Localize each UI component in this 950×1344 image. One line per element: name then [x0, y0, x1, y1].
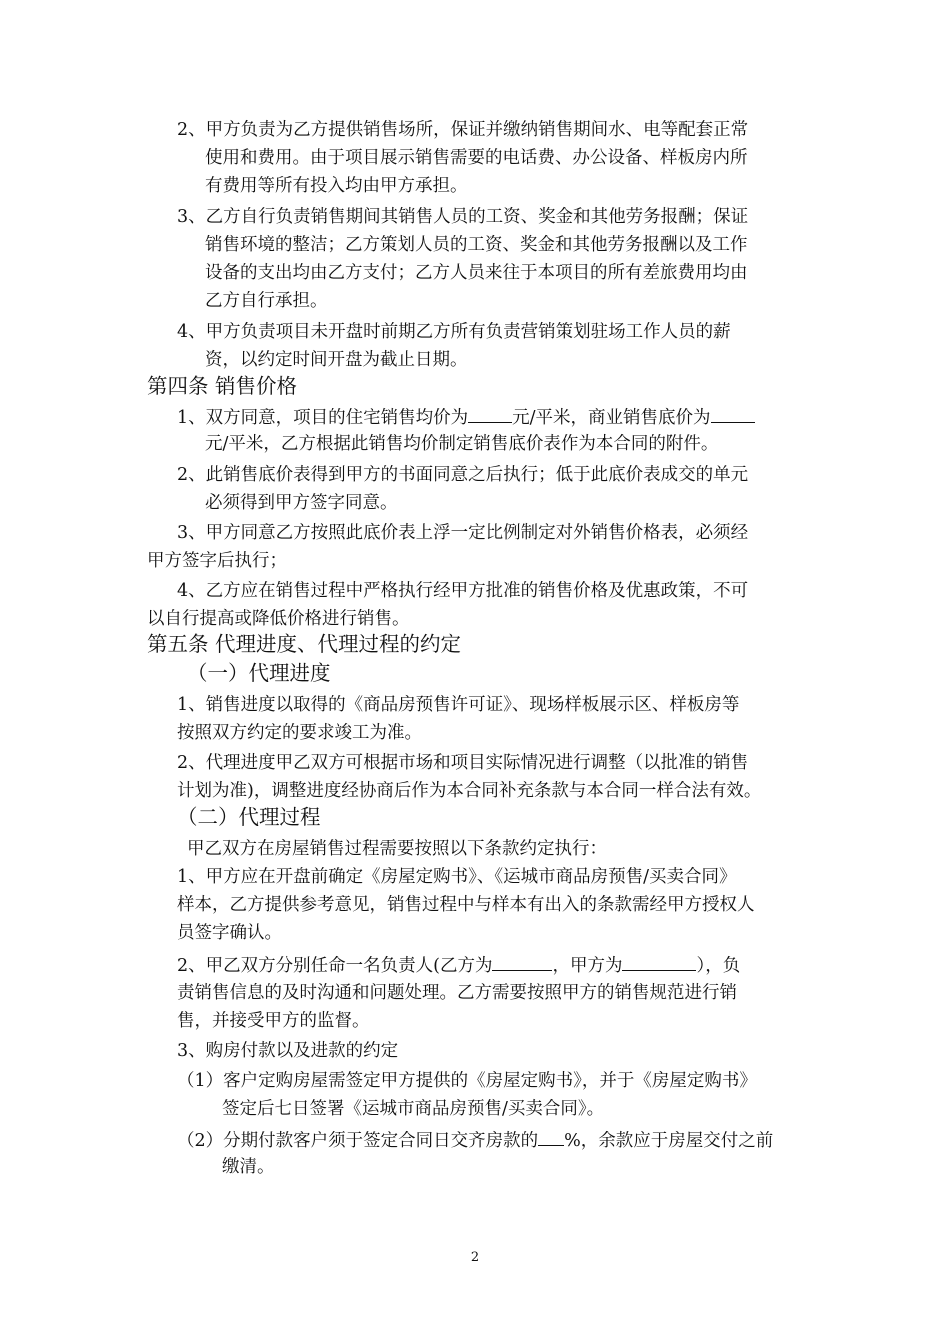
article-4-item-3-line-2: 甲方签字后执行； [147, 551, 287, 571]
article-4-heading: 第四条 销售价格 [147, 374, 298, 398]
payment-2-text-b: %，余款应于房屋交付之前 [564, 1131, 774, 1151]
down-payment-percent-blank [538, 1128, 564, 1146]
article-5-process-2-line-2: 责销售信息的及时沟通和问题处理。乙方需要按照甲方的销售规范进行销 [177, 983, 737, 1003]
clause-3-item-2-line-3: 有费用等所有投入均由甲方承担。 [205, 176, 468, 196]
article-4-item-1-line-1 [177, 405, 755, 429]
avg-price-blank [468, 405, 512, 423]
article-5-process-2-line-1 [177, 953, 740, 977]
clause-3-item-3-line-1: 3、乙方自行负责销售期间其销售人员的工资、奖金和其他劳务报酬；保证 [177, 207, 749, 227]
clause-3-item-4-line-1: 4、甲方负责项目未开盘时前期乙方所有负责营销策划驻场工作人员的薪 [177, 322, 731, 342]
clause-3-item-3-line-4: 乙方自行承担。 [205, 291, 328, 311]
article-5-process-intro: 甲乙双方在房屋销售过程需要按照以下条款约定执行： [187, 839, 607, 859]
article-4-item-2-line-1: 2、此销售底价表得到甲方的书面同意之后执行；低于此底价表成交的单元 [177, 465, 749, 485]
article-4-item-1-text-b: 元/平米，商业销售底价为 [512, 408, 711, 428]
clause-3-item-4-line-2: 资，以约定时间开盘为截止日期。 [205, 350, 468, 370]
article-5-subheading-1: （一）代理进度 [187, 661, 331, 685]
article-4-item-4-line-2: 以自行提高或降低价格进行销售。 [147, 609, 410, 629]
commercial-price-blank [711, 405, 755, 423]
payment-1-line-2: 签定后七日签署《运城市商品房预售/买卖合同》。 [222, 1099, 605, 1119]
article-4-item-3-line-1: 3、甲方同意乙方按照此底价表上浮一定比例制定对外销售价格表，必须经 [177, 523, 749, 543]
article-5-process-2-text-a: 2、甲乙双方分别任命一名负责人(乙方为 [177, 956, 493, 976]
article-5-process-2-text-c: ），负 [696, 956, 741, 976]
article-5-process-1-line-1: 1、甲方应在开盘前确定《房屋定购书》、《运城市商品房预售/买卖合同》 [177, 867, 737, 887]
article-5-process-3: 3、购房付款以及进款的约定 [177, 1041, 399, 1061]
article-5-process-2-line-3: 售，并接受甲方的监督。 [177, 1011, 370, 1031]
article-5-process-1-line-3: 员签字确认。 [177, 923, 282, 943]
party-a-rep-blank [622, 953, 696, 971]
article-5-heading: 第五条 代理进度、代理过程的约定 [147, 632, 462, 656]
article-4-item-1-text-a: 1、双方同意，项目的住宅销售均价为 [177, 408, 469, 428]
page-number: 2 [470, 1250, 480, 1265]
article-5-subheading-2: （二）代理过程 [177, 805, 321, 829]
clause-3-item-2-line-2: 使用和费用。由于项目展示销售需要的电话费、办公设备、样板房内所 [205, 148, 748, 168]
payment-2-line-1 [177, 1128, 773, 1152]
article-4-item-2-line-2: 必须得到甲方签字同意。 [205, 493, 398, 513]
article-5-progress-2-line-2: 计划为准)，调整进度经协商后作为本合同补充条款与本合同一样合法有效。 [177, 781, 762, 801]
clause-3-item-2-line-1: 2、甲方负责为乙方提供销售场所，保证并缴纳销售期间水、电等配套正常 [177, 120, 749, 140]
article-5-progress-1-line-1: 1、销售进度以取得的《商品房预售许可证》、现场样板展示区、样板房等 [177, 695, 740, 715]
article-5-progress-2-line-1: 2、代理进度甲乙双方可根据市场和项目实际情况进行调整（以批准的销售 [177, 753, 749, 773]
party-b-rep-blank [492, 953, 552, 971]
article-4-item-1-line-2: 元/平米，乙方根据此销售均价制定销售底价表作为本合同的附件。 [205, 434, 719, 454]
article-4-item-4-line-1: 4、乙方应在销售过程中严格执行经甲方批准的销售价格及优惠政策，不可 [177, 581, 749, 601]
clause-3-item-3-line-3: 设备的支出均由乙方支付；乙方人员来往于本项目的所有差旅费用均由 [205, 263, 748, 283]
payment-1-line-1: （1）客户定购房屋需签定甲方提供的《房屋定购书》，并于《房屋定购书》 [177, 1071, 757, 1091]
clause-3-item-3-line-2: 销售环境的整洁；乙方策划人员的工资、奖金和其他劳务报酬以及工作 [205, 235, 748, 255]
payment-2-line-2: 缴清。 [222, 1157, 275, 1177]
article-5-process-1-line-2: 样本，乙方提供参考意见，销售过程中与样本有出入的条款需经甲方授权人 [177, 895, 755, 915]
article-5-process-2-text-b: ，甲方为 [552, 956, 623, 976]
payment-2-text-a: （2）分期付款客户须于签定合同日交齐房款的 [177, 1131, 539, 1151]
article-5-progress-1-line-2: 按照双方约定的要求竣工为准。 [177, 723, 422, 743]
